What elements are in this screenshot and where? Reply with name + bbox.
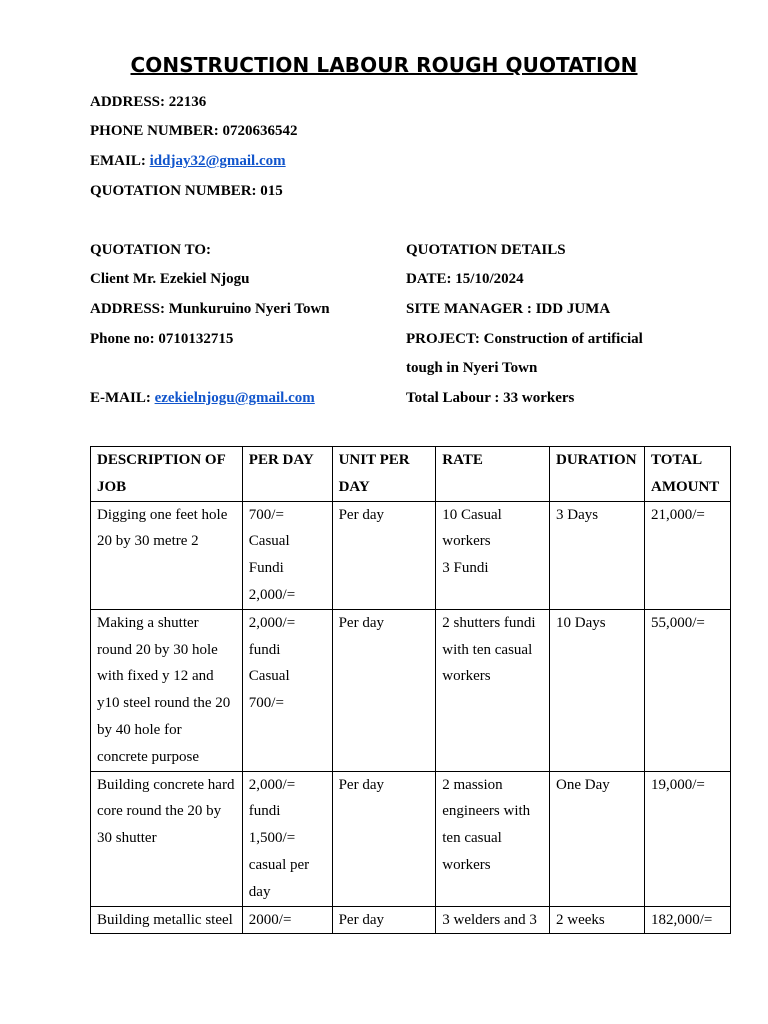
project-line-2: tough in Nyeri Town — [406, 360, 538, 376]
client-email-line — [90, 388, 315, 408]
cell-duration: One Day — [550, 771, 645, 906]
quotation-date: DATE: 15/10/2024 — [406, 271, 524, 287]
cell-per-day: 2,000/= fundi Casual 700/= — [242, 609, 332, 771]
company-phone: PHONE NUMBER: 0720636542 — [90, 123, 298, 139]
client-name: Client Mr. Ezekiel Njogu — [90, 271, 250, 287]
company-email-line — [90, 151, 286, 171]
cell-description: Building concrete hard core round the 20 by 30 shutter — [91, 771, 243, 906]
cell-per-day: 2000/= — [242, 906, 332, 934]
cell-total: 182,000/= — [644, 906, 730, 934]
cell-total: 21,000/= — [644, 501, 730, 609]
total-labour: Total Labour : 33 workers — [406, 390, 575, 406]
header-total-amount: TOTAL AMOUNT — [644, 447, 730, 502]
cell-description: Building metallic steel — [91, 906, 243, 934]
client-email-link[interactable]: ezekielnjogu@gmail.com — [154, 390, 315, 406]
cell-unit: Per day — [332, 501, 436, 609]
quotation-to-heading: QUOTATION TO: — [90, 242, 211, 258]
cell-duration: 10 Days — [550, 609, 645, 771]
header-per-day: PER DAY — [242, 447, 332, 502]
cell-rate: 10 Casual workers 3 Fundi — [436, 501, 550, 609]
table-row — [91, 501, 731, 609]
client-address: ADDRESS: Munkuruino Nyeri Town — [90, 301, 330, 317]
cell-description: Making a shutter round 20 by 30 hole with fixed y 12 and y10 steel round the 20 by 40 hole for concrete purpose — [91, 609, 243, 771]
site-manager: SITE MANAGER : IDD JUMA — [406, 301, 611, 317]
cell-description: Digging one feet hole 20 by 30 metre 2 — [91, 501, 243, 609]
project-line-1: PROJECT: Construction of artificial — [406, 331, 643, 347]
table-row — [91, 771, 731, 906]
cell-duration: 2 weeks — [550, 906, 645, 934]
header-duration: DURATION — [550, 447, 645, 502]
cell-total: 55,000/= — [644, 609, 730, 771]
cell-per-day: 700/= Casual Fundi 2,000/= — [242, 501, 332, 609]
table-header-row — [91, 447, 731, 502]
client-phone: Phone no: 0710132715 — [90, 331, 234, 347]
company-email-label: EMAIL: — [90, 153, 150, 169]
quotation-table — [90, 446, 731, 934]
table-row — [91, 906, 731, 934]
cell-unit: Per day — [332, 609, 436, 771]
cell-total: 19,000/= — [644, 771, 730, 906]
cell-rate: 2 shutters fundi with ten casual workers — [436, 609, 550, 771]
table-row — [91, 609, 731, 771]
cell-per-day: 2,000/= fundi 1,500/= casual per day — [242, 771, 332, 906]
header-unit-per-day: UNIT PER DAY — [332, 447, 436, 502]
header-description: DESCRIPTION OF JOB — [91, 447, 243, 502]
cell-rate: 3 welders and 3 — [436, 906, 550, 934]
cell-duration: 3 Days — [550, 501, 645, 609]
quotation-number: QUOTATION NUMBER: 015 — [90, 183, 283, 199]
quotation-details-heading: QUOTATION DETAILS — [406, 242, 566, 258]
document-title: CONSTRUCTION LABOUR ROUGH QUOTATION — [130, 53, 638, 77]
cell-unit: Per day — [332, 771, 436, 906]
header-rate: RATE — [436, 447, 550, 502]
company-address: ADDRESS: 22136 — [90, 94, 207, 110]
cell-unit: Per day — [332, 906, 436, 934]
cell-rate: 2 massion engineers with ten casual workers — [436, 771, 550, 906]
client-email-label: E-MAIL: — [90, 390, 155, 406]
company-email-link[interactable]: iddjay32@gmail.com — [149, 153, 286, 169]
